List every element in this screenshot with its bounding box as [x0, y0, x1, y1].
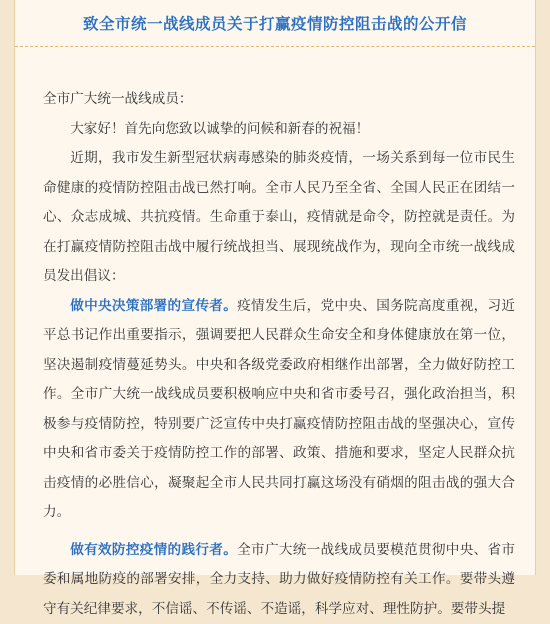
section-1-heading: 做中央决策部署的宣传者。 — [70, 298, 237, 314]
letter-page — [14, 0, 536, 575]
paragraph-gap — [43, 528, 515, 536]
intro-paragraph: 近期，我市发生新型冠状病毒感染的肺炎疫情，一场关系到每一位市民生命健康的疫情防控阻击战已然打响。全市人民乃至全省、全国人民正在团结一心、众志成城、共抗疫情。生命重于泰山，疫情就是命令，防控就是责任。为在打赢疫情防控阻击战中履行统战担当、展现统战作为，现向全市统一战线成员发出倡议： — [43, 144, 515, 292]
title-bar — [15, 0, 535, 47]
letter-body — [43, 85, 515, 624]
salutation: 全市广大统一战线成员： — [43, 85, 515, 115]
page-title: 致全市统一战线成员关于打赢疫情防控阻击战的公开信 — [83, 12, 467, 34]
section-2-text: 全市广大统一战线成员要模范贯彻中央、省市委和属地防疫的部署安排，全力支持、助力做好疫情防控有关工作。要带头遵守有关纪律要求，不信谣、不传谣、不造谣，科学应对、理性防护。要带头提 — [43, 542, 515, 617]
section-2-paragraph — [43, 536, 515, 624]
section-1-paragraph — [43, 292, 515, 528]
greeting-paragraph: 大家好！首先向您致以诚挚的问候和新春的祝福！ — [43, 115, 515, 145]
section-2-heading: 做有效防控疫情的践行者。 — [70, 542, 237, 558]
section-1-text: 疫情发生后，党中央、国务院高度重视，习近平总书记作出重要指示，强调要把人民群众生命安全和身体健康放在第一位，坚决遏制疫情蔓延势头。中央和各级党委政府相继作出部署，全力做好防控工作。全市广大统一战线成员要积极响应中央和省市委号召，强化政治担当，积极参与疫情防控，特别要广泛宣传中央打赢疫情防控阻击战的坚强决心，宣传中央和省市委关于疫情防控工作的部署、政策、措施和要求，坚定人民群众抗击疫情的必胜信心，凝聚起全市人民共同打赢这场没有硝烟的阻击战的强大合力。 — [43, 298, 515, 521]
